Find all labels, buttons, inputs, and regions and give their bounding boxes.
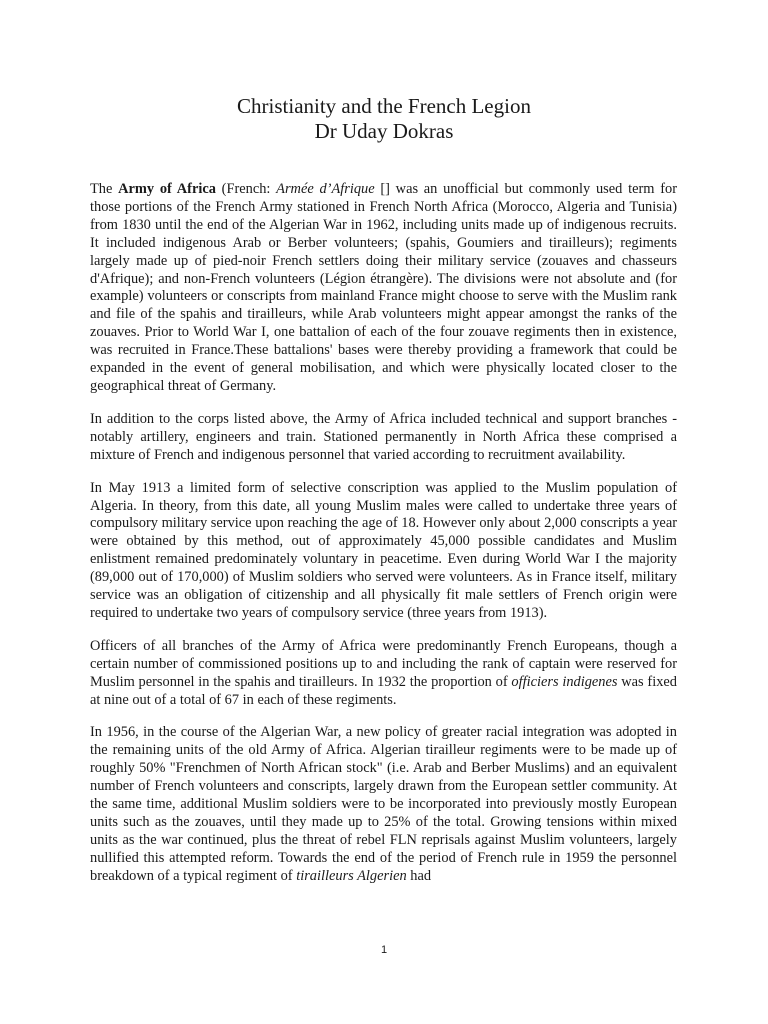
text-run: In 1956, in the course of the Algerian War, a new policy of greater racial integration was adopted in the remaining units of the old Army of Africa. Algerian tirailleur regiments were to be made up of roughly 50% "Frenchmen of North African stock" (i.e. Arab and Berber Muslims) and an equivalent number of French volunteers and conscripts, largely drawn from the European settler community. At the same time, additional Muslim soldiers were to be incorporated into previously mostly European units such as the zouaves, until they made up to 25% of the total. Growing tensions within mixed units as the war continued, plus the threat of rebel FLN reprisals against Muslim volunteers, largely nullified this attempted reform. Towards the end of the period of French rule in 1959 the personnel breakdown of a typical regiment of [90,724,677,884]
bold-text: Army of Africa [118,181,216,197]
text-run: In addition to the corps listed above, the Army of Africa included technical and support branches - notably artillery, engineers and train. Stationed permanently in North Africa these comprised a mixture of French and indigenous personnel that varied according to recruitment availability. [90,410,677,463]
page-number: 1 [380,944,388,956]
text-run: was fixed at nine out of a total of 67 in each of these regiments. [90,673,677,708]
italic-text: Armée d’Afrique [276,181,375,197]
paragraph [90,411,677,465]
document-author: Dr Uday Dokras [314,119,454,143]
text-run: In May 1913 a limited form of selective conscription was applied to the Muslim population of Algeria. In theory, from this date, all young Muslim males were called to undertake three years of compulsory military service upon reaching the age of 18. However only about 2,000 conscripts a year were obtained by this method, out of approximately 45,000 possible candidates and Muslim enlistment remained predominately voluntary in peacetime. Even during World War I the majority (89,000 out of 170,000) of Muslim soldiers who served were volunteers. As in France itself, military service was an obligation of citizenship and all physically fit male settlers of French origin were required to undertake two years of compulsory service (three years from 1913). [90,479,677,621]
text-run: The [90,181,119,197]
text-run: (French: [215,181,277,197]
italic-text: tirailleurs Algerien [296,867,407,884]
document-title: Christianity and the French Legion [237,94,531,118]
paragraph [90,724,677,885]
paragraph [90,638,677,710]
text-run: had [406,867,432,884]
text-run: [] was an unofficial but commonly used term for those portions of the French Army stationed in French North Africa (Morocco, Algeria and Tunisia) from 1830 until the end of the Algerian War in 1962, including units made up of indigenous recruits. It included indigenous Arab or Berber volunteers; (spahis, Goumiers and tirailleurs); regiments largely made up of pied-noir French settlers doing their military service (zouaves and chasseurs d'Afrique); and non-French volunteers (Légion étrangère). The divisions were not absolute and (for example) volunteers or conscripts from mainland France might choose to serve with the Muslim rank and file of the spahis and tirailleurs, while Arab volunteers might appear amongst the ranks of the zouaves. Prior to World War I, one battalion of each of the four zouave regiments then in existence, was recruited in France.These battalions' bases were thereby providing a framework that could be expanded in the event of general mobilisation, and which were physically located closer to the geographical threat of Germany. [90,181,677,394]
document-body [90,181,677,901]
paragraph [90,480,677,623]
text-run: Officers of all branches of the Army of Africa were predominantly French Europeans, though a certain number of commissioned positions up to and including the rank of captain were reserved for Muslim personnel in the spahis and tirailleurs. In 1932 the proportion of [90,637,677,690]
title-block [0,94,768,144]
italic-text: officiers indigenes [511,673,618,690]
paragraph [90,181,677,396]
